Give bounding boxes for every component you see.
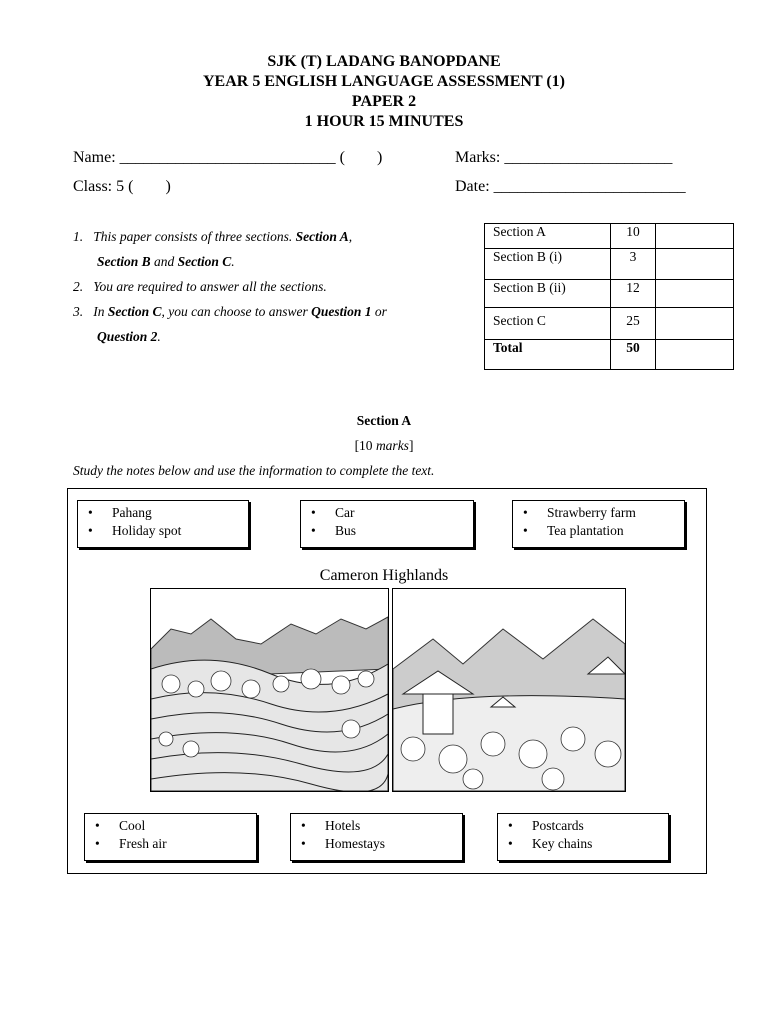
instruction-bold: Section C bbox=[177, 254, 232, 269]
note-box-weather bbox=[84, 813, 257, 861]
note-box-attractions bbox=[512, 500, 685, 548]
marks-cell: 3 bbox=[611, 249, 656, 280]
note-item: • Postcards bbox=[498, 817, 668, 835]
section-a-instruction: Study the notes below and use the information to complete the text. bbox=[73, 463, 435, 478]
table-row bbox=[485, 308, 734, 340]
instruction-bold: Section C bbox=[107, 304, 162, 319]
marks-bracket: ] bbox=[408, 438, 414, 453]
marks-table bbox=[484, 223, 734, 370]
total-label: Total bbox=[485, 340, 611, 370]
instruction-number: 3. bbox=[73, 304, 84, 319]
tea-pickers-drawing bbox=[393, 589, 625, 791]
tea-pickers-illustration bbox=[392, 588, 626, 792]
note-item: • Hotels bbox=[291, 817, 462, 835]
instruction-number: 2. bbox=[73, 279, 84, 294]
section-cell: Section B (i) bbox=[485, 249, 611, 280]
note-item: • Homestays bbox=[291, 835, 462, 853]
instruction-text: This paper consists of three sections. bbox=[93, 229, 296, 244]
table-row bbox=[485, 280, 734, 308]
note-box-transport bbox=[300, 500, 474, 548]
instruction-text: You are required to answer all the sections. bbox=[93, 279, 327, 294]
note-box-accommodation bbox=[290, 813, 463, 861]
hills-illustration bbox=[150, 588, 389, 792]
total-score[interactable] bbox=[656, 340, 734, 370]
note-item: • Fresh air bbox=[85, 835, 256, 853]
note-item: • Key chains bbox=[498, 835, 668, 853]
note-item: • Tea plantation bbox=[513, 522, 684, 540]
instruction-1 bbox=[73, 224, 463, 249]
duration: 1 HOUR 15 MINUTES bbox=[304, 113, 464, 130]
instruction-text: , bbox=[348, 229, 353, 244]
instruction-3 bbox=[73, 299, 463, 324]
note-item: • Cool bbox=[85, 817, 256, 835]
instruction-bold: Question 1 bbox=[311, 304, 372, 319]
instruction-text: . bbox=[231, 254, 235, 269]
instruction-bold: Section A bbox=[295, 229, 349, 244]
instruction-1-cont bbox=[73, 249, 463, 274]
section-a-marks bbox=[0, 438, 768, 454]
instruction-bold: Question 2 bbox=[97, 329, 158, 344]
total-marks: 50 bbox=[611, 340, 656, 370]
instruction-3-cont bbox=[73, 324, 463, 349]
note-item: • Holiday spot bbox=[78, 522, 248, 540]
picture-caption: Cameron Highlands bbox=[319, 567, 449, 584]
score-cell[interactable] bbox=[656, 249, 734, 280]
section-a-title: Section A bbox=[356, 413, 412, 428]
instruction-number: 1. bbox=[73, 229, 84, 244]
note-item: • Strawberry farm bbox=[513, 504, 684, 522]
assessment-title: YEAR 5 ENGLISH LANGUAGE ASSESSMENT (1) bbox=[202, 73, 565, 90]
note-box-souvenirs bbox=[497, 813, 669, 861]
paper-number: PAPER 2 bbox=[351, 93, 417, 110]
note-item: • Pahang bbox=[78, 504, 248, 522]
instructions bbox=[73, 224, 463, 349]
score-cell[interactable] bbox=[656, 308, 734, 340]
note-item: • Car bbox=[301, 504, 473, 522]
section-cell: Section C bbox=[485, 308, 611, 340]
note-box-location bbox=[77, 500, 249, 548]
instruction-text: , you can choose to answer bbox=[161, 304, 312, 319]
hills-drawing bbox=[151, 589, 388, 791]
marks-bracket: [10 bbox=[354, 438, 376, 453]
instruction-bold: Section B bbox=[97, 254, 151, 269]
marks-field[interactable]: Marks: _____________________ bbox=[455, 149, 673, 166]
instruction-text: . bbox=[157, 329, 161, 344]
table-row bbox=[485, 224, 734, 249]
marks-word: marks bbox=[375, 438, 409, 453]
marks-cell: 10 bbox=[611, 224, 656, 249]
note-item: • Bus bbox=[301, 522, 473, 540]
instruction-2 bbox=[73, 274, 463, 299]
table-row bbox=[485, 249, 734, 280]
date-field[interactable]: Date: ________________________ bbox=[455, 178, 686, 195]
table-row bbox=[485, 340, 734, 370]
class-field[interactable]: Class: 5 ( ) bbox=[73, 178, 171, 195]
section-cell: Section A bbox=[485, 224, 611, 249]
score-cell[interactable] bbox=[656, 280, 734, 308]
section-cell: Section B (ii) bbox=[485, 280, 611, 308]
instruction-text: or bbox=[371, 304, 387, 319]
instruction-text: and bbox=[150, 254, 178, 269]
school-name: SJK (T) LADANG BANOPDANE bbox=[267, 53, 501, 70]
name-field[interactable]: Name: ___________________________ ( ) bbox=[73, 149, 383, 166]
score-cell[interactable] bbox=[656, 224, 734, 249]
marks-cell: 12 bbox=[611, 280, 656, 308]
instruction-text: In bbox=[93, 304, 108, 319]
marks-cell: 25 bbox=[611, 308, 656, 340]
